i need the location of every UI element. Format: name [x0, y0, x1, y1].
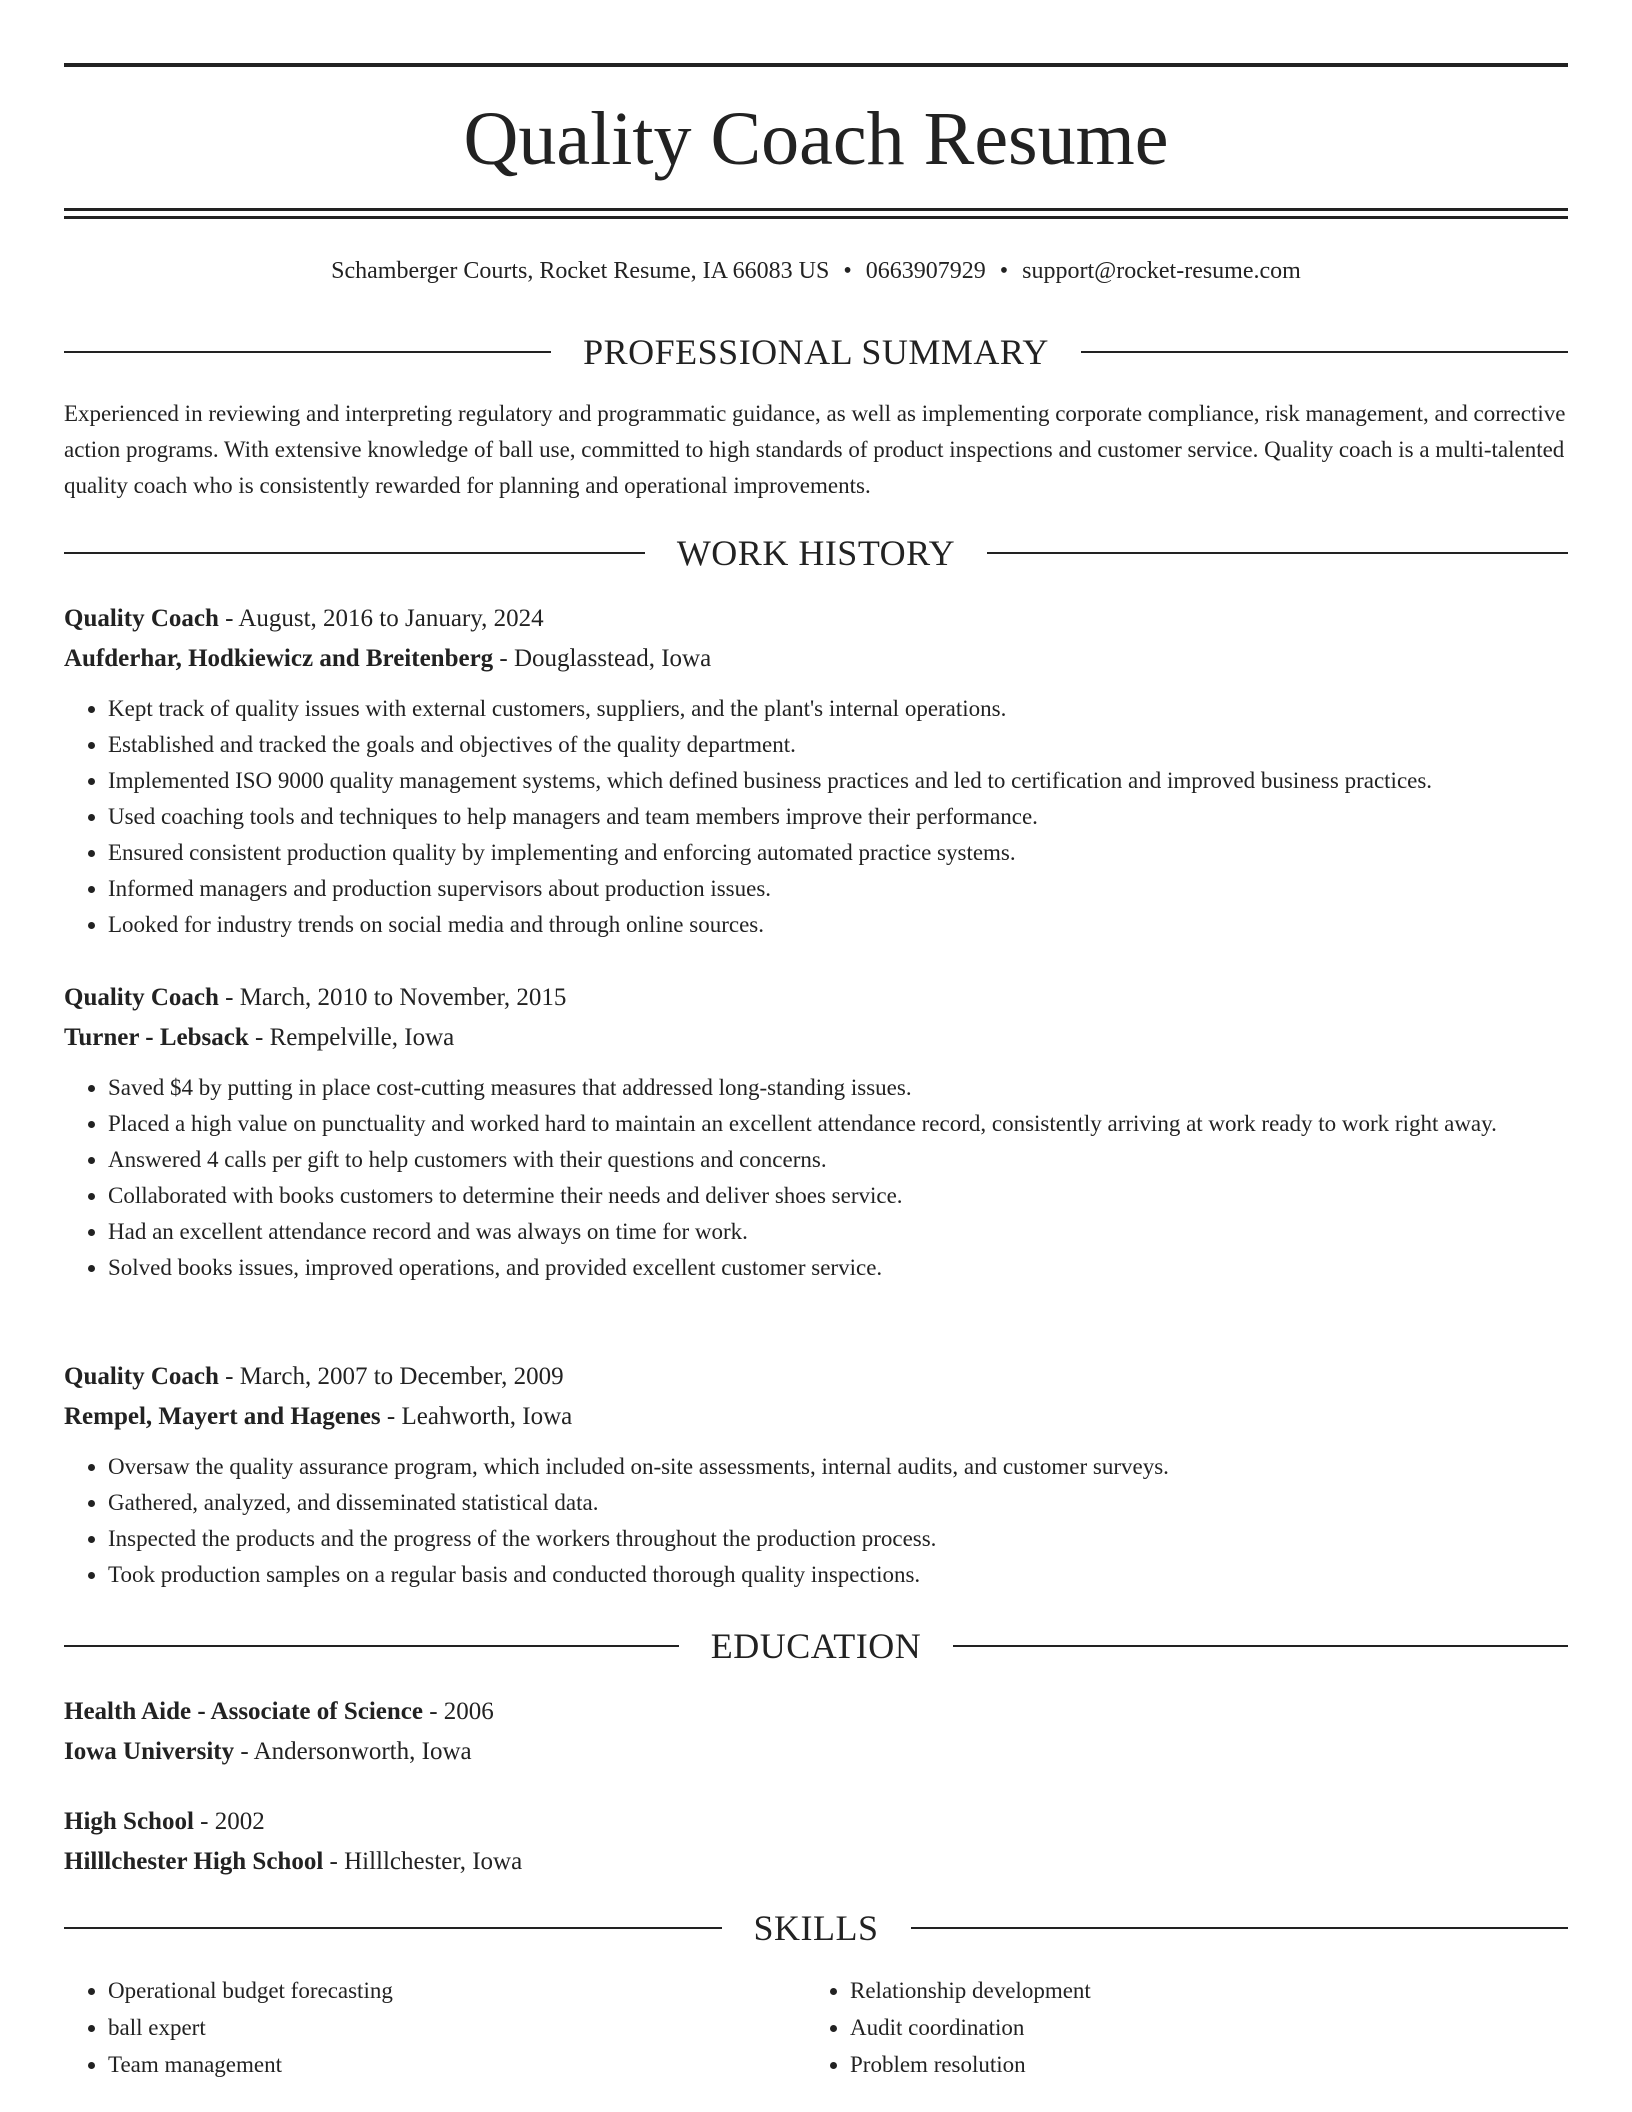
summary-text: Experienced in reviewing and interpreting regulatory and programmatic guidance, as well as implementing corporate compliance, risk management, and corrective action programs. With extensive knowledge of ball use, committed to high standards of product inspections and customer service. Quality coach is a multi-talented quality coach who is consistently rewarded for planning and operational improvements. — [64, 401, 1566, 498]
contact-address: Schamberger Courts, Rocket Resume, IA 66083 US — [331, 258, 830, 284]
contact-separator: • — [999, 258, 1009, 284]
education-year: - 2002 — [193, 1808, 265, 1835]
skills-list-right — [806, 1972, 1550, 2083]
job-bullets — [64, 1449, 1612, 1593]
heading-rule — [987, 552, 1568, 554]
job-company: Rempel, Mayert and Hagenes — [64, 1403, 381, 1430]
contact-phone: 0663907929 — [865, 258, 986, 284]
job-title-line — [64, 978, 1568, 1018]
job-bullet: • Established and tracked the goals and objectives of the quality department. — [108, 727, 1612, 763]
job-dates: - March, 2010 to November, 2015 — [218, 984, 567, 1011]
education-year: - 2006 — [422, 1698, 494, 1725]
skill-item: • Problem resolution — [850, 2046, 1550, 2083]
title-rule-lower — [64, 216, 1568, 219]
title-rule-upper — [64, 208, 1568, 211]
job-company: Aufderhar, Hodkiewicz and Breitenberg — [64, 645, 494, 672]
job-bullet: • Took production samples on a regular basis and conducted thorough quality inspections. — [108, 1557, 1612, 1593]
job-company-line — [64, 1397, 1568, 1437]
job-dates: - August, 2016 to January, 2024 — [218, 605, 544, 632]
contact-separator: • — [843, 258, 852, 284]
heading-rule — [64, 552, 645, 554]
education-heading-text: EDUCATION — [710, 1626, 922, 1666]
job-title: Quality Coach — [64, 984, 219, 1011]
skill-item: • Operational budget forecasting — [108, 1972, 808, 2009]
job-bullet: • Solved books issues, improved operations, and provided excellent customer service. — [108, 1250, 1612, 1286]
job-bullet: • Implemented ISO 9000 quality management systems, which defined business practices and led to certification and improved business practices. — [108, 763, 1612, 799]
job-title-line — [64, 599, 1568, 639]
skills-heading — [64, 1906, 1568, 1950]
job-bullet: • Ensured consistent production quality by implementing and enforcing automated practice systems. — [108, 835, 1612, 871]
contact-line — [64, 256, 1568, 286]
job-location: - Douglasstead, Iowa — [493, 645, 712, 672]
education-school: Iowa University — [64, 1738, 235, 1765]
education-location: - Hilllchester, Iowa — [323, 1848, 523, 1875]
work-history-heading-text: WORK HISTORY — [676, 533, 956, 573]
job-bullet: • Gathered, analyzed, and disseminated statistical data. — [108, 1485, 1612, 1521]
skills-list-left — [64, 1972, 808, 2083]
job-title: Quality Coach — [64, 1363, 219, 1390]
education-degree: High School — [64, 1808, 194, 1835]
heading-rule — [953, 1645, 1568, 1647]
job-bullet: • Had an excellent attendance record and was always on time for work. — [108, 1214, 1612, 1250]
job-title-line — [64, 1357, 1568, 1397]
education-degree-line — [64, 1692, 1568, 1732]
job-company-line — [64, 639, 1568, 679]
job-location: - Leahworth, Iowa — [380, 1403, 573, 1430]
heading-rule — [64, 1645, 679, 1647]
summary-heading — [64, 330, 1568, 374]
job-bullet: • Kept track of quality issues with external customers, suppliers, and the plant's internal operations. — [108, 691, 1612, 727]
education-location: - Andersonworth, Iowa — [234, 1738, 472, 1765]
job-bullet: • Answered 4 calls per gift to help customers with their questions and concerns. — [108, 1142, 1612, 1178]
education-heading — [64, 1624, 1568, 1668]
job-bullet: • Oversaw the quality assurance program, which included on-site assessments, internal audits, and customer surveys. — [108, 1449, 1612, 1485]
job-bullets — [64, 1070, 1612, 1286]
job-company-line — [64, 1018, 1568, 1058]
skill-item: • Relationship development — [850, 1972, 1550, 2009]
job-bullet: • Placed a high value on punctuality and worked hard to maintain an excellent attendance record, consistently arriving at work ready to work right away. — [108, 1106, 1612, 1142]
job-bullet: • Used coaching tools and techniques to help managers and team members improve their performance. — [108, 799, 1612, 835]
heading-rule — [64, 351, 551, 353]
job-bullets — [64, 691, 1612, 943]
education-school-line — [64, 1732, 1568, 1772]
skill-item: • ball expert — [108, 2009, 808, 2046]
skill-item: • Team management — [108, 2046, 808, 2083]
education-school-line — [64, 1842, 1568, 1882]
summary-heading-text: PROFESSIONAL SUMMARY — [583, 332, 1049, 372]
contact-email[interactable]: support@rocket-resume.com — [1022, 258, 1301, 284]
heading-rule — [64, 1927, 722, 1929]
heading-rule — [911, 1927, 1569, 1929]
job-bullet: • Inspected the products and the progress of the workers throughout the production process. — [108, 1521, 1612, 1557]
job-company: Turner - Lebsack — [64, 1024, 249, 1051]
job-bullet: • Collaborated with books customers to determine their needs and deliver shoes service. — [108, 1178, 1612, 1214]
job-location: - Rempelville, Iowa — [248, 1024, 455, 1051]
education-school: Hilllchester High School — [64, 1848, 324, 1875]
job-dates: - March, 2007 to December, 2009 — [218, 1363, 564, 1390]
top-rule — [64, 63, 1568, 67]
education-degree: Health Aide - Associate of Science — [64, 1698, 423, 1725]
education-degree-line — [64, 1802, 1568, 1842]
work-history-heading — [64, 531, 1568, 575]
skill-item: • Audit coordination — [850, 2009, 1550, 2046]
skills-heading-text: SKILLS — [753, 1908, 879, 1948]
job-bullet: • Looked for industry trends on social media and through online sources. — [108, 907, 1612, 943]
job-bullet: • Informed managers and production supervisors about production issues. — [108, 871, 1612, 907]
job-title: Quality Coach — [64, 605, 219, 632]
heading-rule — [1081, 351, 1568, 353]
job-bullet: • Saved $4 by putting in place cost-cutting measures that addressed long-standing issues. — [108, 1070, 1612, 1106]
page-title: Quality Coach Resume — [463, 97, 1169, 181]
